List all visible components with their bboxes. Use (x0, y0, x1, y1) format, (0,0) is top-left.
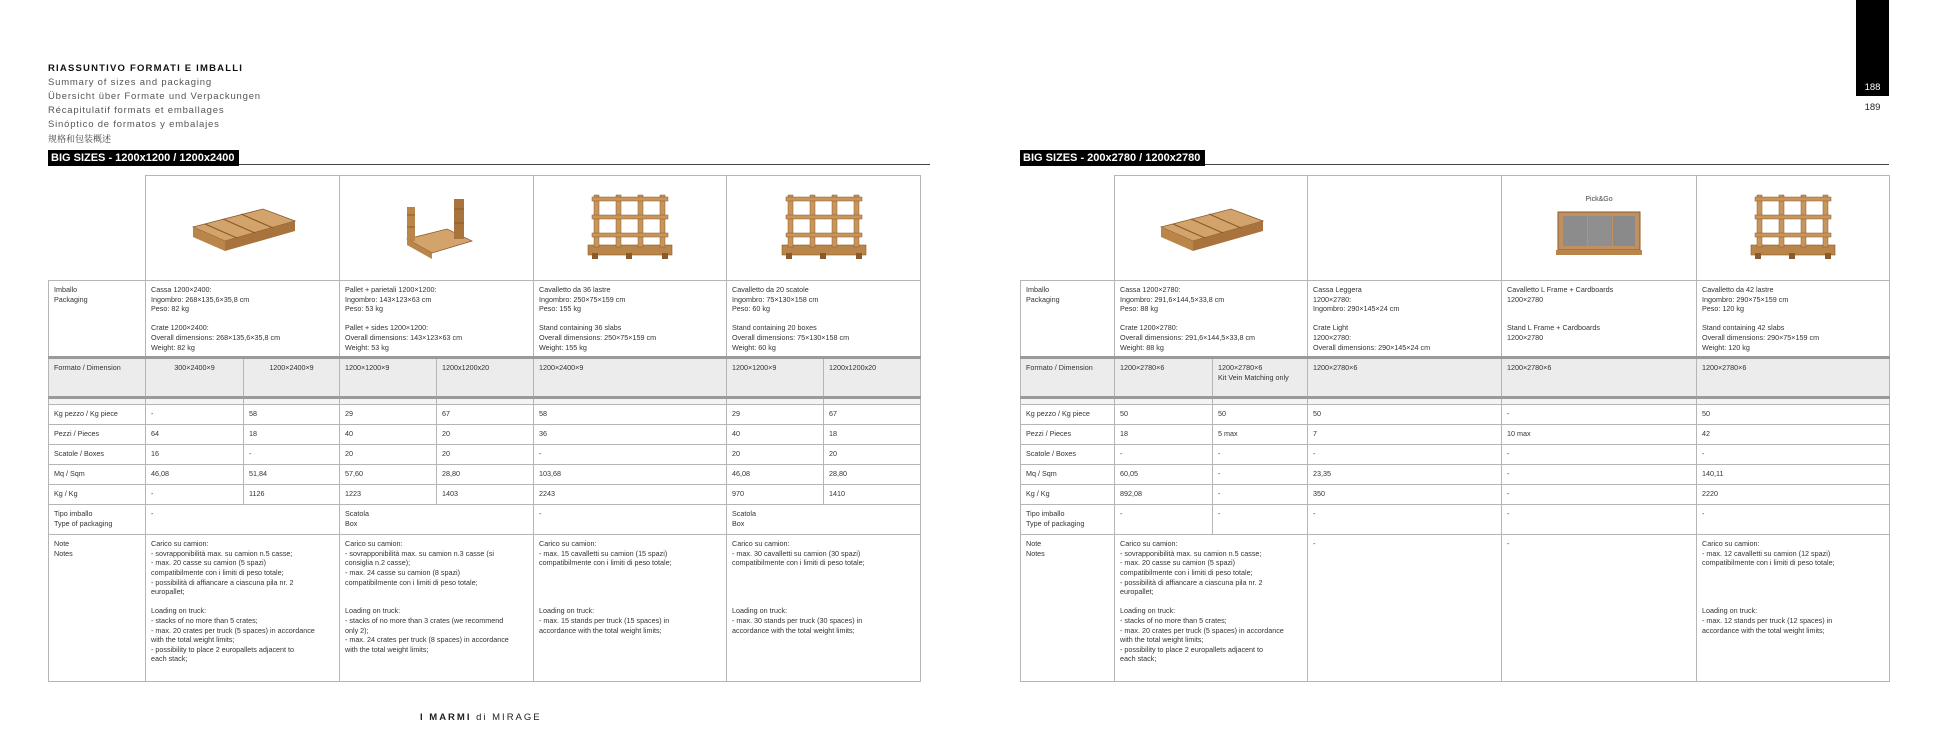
packaging-image-cell (340, 176, 534, 281)
table-cell: 1200×2780×6 (1115, 358, 1213, 398)
table-cell: - (1213, 465, 1308, 485)
table-cell: - (1502, 405, 1697, 425)
table-cell: 42 (1697, 425, 1890, 445)
table-cell: Cassa Leggera 1200×2780: Ingombro: 290×145×24 cm Crate Light 1200×2780: Overall dimensions: 290×145×24 cm (1308, 281, 1502, 358)
table-cell: - (146, 505, 340, 535)
table-cell: 7 (1308, 425, 1502, 445)
table-cell: - (1697, 445, 1890, 465)
row-label: Kg pezzo / Kg piece (49, 405, 146, 425)
table-cell: 2243 (534, 485, 727, 505)
table-cell: 10 max (1502, 425, 1697, 445)
table-cell: 20 (727, 445, 824, 465)
table-cell (1115, 398, 1213, 405)
table-row (49, 425, 921, 445)
table-cell: 51,84 (244, 465, 340, 485)
table-cell: 46,08 (146, 465, 244, 485)
subtitle-zh: 规格和包装概述 (48, 134, 112, 144)
table-row (1021, 398, 1890, 405)
table-cell: 29 (727, 405, 824, 425)
subtitle-fr: Récapitulatif formats et emballages (48, 105, 225, 116)
crate-illustration-icon (1151, 250, 1271, 259)
table-cell: 300×2400×9 (146, 358, 244, 398)
page-number-next: 189 (1864, 102, 1881, 113)
table-cell: - (146, 485, 244, 505)
table-cell (824, 398, 921, 405)
table-cell: - (244, 445, 340, 465)
table-cell: 20 (437, 425, 534, 445)
packaging-image-cell (146, 176, 340, 281)
table-cell (437, 398, 534, 405)
table-cell: - (146, 405, 244, 425)
table-cell: Scatola Box (727, 505, 921, 535)
row-label: Mq / Sqm (49, 465, 146, 485)
a-frame-stand-illustration-icon (774, 260, 874, 269)
row-label (1021, 398, 1115, 405)
page-header (48, 63, 261, 146)
packaging-image-cell (1115, 176, 1308, 281)
table-cell: 1200×1200×9 (340, 358, 437, 398)
table-cell: 16 (146, 445, 244, 465)
table-row (1021, 425, 1890, 445)
table-cell: 1200x1200x20 (824, 358, 921, 398)
row-label: Formato / Dimension (49, 358, 146, 398)
table-cell: 20 (824, 445, 921, 465)
table-cell: 1200×2780×6 Kit Vein Matching only (1213, 358, 1308, 398)
table-row (1021, 485, 1890, 505)
table-row (49, 398, 921, 405)
table-cell: 28,80 (437, 465, 534, 485)
table-cell: 2220 (1697, 485, 1890, 505)
table-cell: 67 (437, 405, 534, 425)
table-cell: 892,08 (1115, 485, 1213, 505)
table-row (49, 465, 921, 485)
row-label (49, 398, 146, 405)
table-cell: 67 (824, 405, 921, 425)
table-cell: - (1697, 505, 1890, 535)
row-label: Note Notes (1021, 535, 1115, 682)
image-caption: Pick&Go (1585, 196, 1613, 204)
table-row (1021, 281, 1890, 358)
crate-illustration-icon (183, 250, 303, 259)
table-cell: Carico su camion: - max. 15 cavalletti su camion (15 spazi) compatibilmente con i limiti di peso totale; Loading on truck: - max. 15 stands per truck (15 spaces) in accordance with the total weight limits; (534, 535, 727, 682)
table-cell: 970 (727, 485, 824, 505)
row-label: Note Notes (49, 535, 146, 682)
table-cell: - (1502, 485, 1697, 505)
table-cell: - (534, 445, 727, 465)
table-cell: 50 (1115, 405, 1213, 425)
table-cell: 28,80 (824, 465, 921, 485)
table-cell (146, 398, 244, 405)
table-row (49, 535, 921, 682)
row-label: Pezzi / Pieces (1021, 425, 1115, 445)
table-cell: 1403 (437, 485, 534, 505)
page-number-current: 188 (1864, 82, 1881, 93)
table-cell: Cassa 1200×2400: Ingombro: 268×135,6×35,8 cm Peso: 82 kg Crate 1200×2400: Overall dimensions: 268×135,6×35,8 cm Weight: 82 kg (146, 281, 340, 358)
table-cell: Cavalletto da 42 lastre Ingombro: 290×75×159 cm Peso: 120 kg Stand containing 42 slabs Overall dimensions: 290×75×159 cm Weight: 120 kg (1697, 281, 1890, 358)
a-frame-stand-illustration-icon (580, 260, 680, 269)
table-row (49, 505, 921, 535)
table-cell: 1200×2400×9 (534, 358, 727, 398)
table-cell: 103,68 (534, 465, 727, 485)
table-cell: Cassa 1200×2780: Ingombro: 291,6×144,5×33,8 cm Peso: 88 kg Crate 1200×2780: Overall dimensions: 291,6×144,5×33,8 cm Weight: 88 kg (1115, 281, 1308, 358)
table-cell: 140,11 (1697, 465, 1890, 485)
table-cell: 58 (244, 405, 340, 425)
empty-cell (1021, 176, 1115, 281)
packaging-image-cell (1697, 176, 1890, 281)
table-cell: 18 (1115, 425, 1213, 445)
section-title: BIG SIZES - 200x2780 / 1200x2780 (1020, 150, 1205, 166)
table-cell (1697, 398, 1890, 405)
summary-table-left (48, 175, 921, 682)
table-cell: - (534, 505, 727, 535)
table-cell: 46,08 (727, 465, 824, 485)
table-cell: 20 (437, 445, 534, 465)
table-cell: Pallet + parietali 1200×1200: Ingombro: 143×123×63 cm Peso: 53 kg Pallet + sides 1200×1200: Overall dimensions: 143×123×63 cm Weight: 53 kg (340, 281, 534, 358)
table-cell: 20 (340, 445, 437, 465)
table-row (1021, 505, 1890, 535)
table-row (1021, 445, 1890, 465)
table-cell (727, 398, 824, 405)
table-cell: 1200×2780×6 (1697, 358, 1890, 398)
table-cell: 1200×2780×6 (1308, 358, 1502, 398)
table-cell: Carico su camion: - max. 12 cavalletti su camion (12 spazi) compatibilmente con i limiti di peso totale; Loading on truck: - max. 12 stands per truck (12 spaces) in accordance with the total weight limits; (1697, 535, 1890, 682)
table-row (1021, 405, 1890, 425)
table-cell: - (1308, 505, 1502, 535)
row-label: Scatole / Boxes (1021, 445, 1115, 465)
table-cell: 5 max (1213, 425, 1308, 445)
section-heading-right (1020, 148, 1889, 165)
table-cell: - (1308, 535, 1502, 682)
table-cell: 50 (1213, 405, 1308, 425)
table-cell: 57,60 (340, 465, 437, 485)
footer-brand (420, 712, 542, 723)
table-cell: 18 (244, 425, 340, 445)
row-label: Pezzi / Pieces (49, 425, 146, 445)
image-row (49, 176, 921, 281)
row-label: Imballo Packaging (49, 281, 146, 358)
table-cell (1308, 398, 1502, 405)
table-cell: 29 (340, 405, 437, 425)
table-cell: 23,35 (1308, 465, 1502, 485)
row-label: Formato / Dimension (1021, 358, 1115, 398)
summary-table-right (1020, 175, 1890, 682)
row-label: Scatole / Boxes (49, 445, 146, 465)
pick-and-go-frame-illustration-icon (1554, 251, 1644, 260)
row-label: Tipo imballo Type of packaging (1021, 505, 1115, 535)
table-cell: - (1213, 485, 1308, 505)
empty-cell (49, 176, 146, 281)
table-cell: 1200×1200×9 (727, 358, 824, 398)
table-cell: 40 (340, 425, 437, 445)
table-cell (244, 398, 340, 405)
table-cell (1213, 398, 1308, 405)
table-cell: - (1115, 505, 1213, 535)
row-label: Tipo imballo Type of packaging (49, 505, 146, 535)
table-cell: Cavalletto da 36 lastre Ingombro: 250×75×159 cm Peso: 155 kg Stand containing 36 slabs Overall dimensions: 250×75×159 cm Weight: 155 kg (534, 281, 727, 358)
table-cell: - (1502, 535, 1697, 682)
table-cell: - (1502, 505, 1697, 535)
row-label: Mq / Sqm (1021, 465, 1115, 485)
table-cell: 60,05 (1115, 465, 1213, 485)
table-cell: 50 (1308, 405, 1502, 425)
table-row (49, 281, 921, 358)
table-cell: - (1213, 445, 1308, 465)
table-cell: 1200×2780×6 (1502, 358, 1697, 398)
table-cell (340, 398, 437, 405)
table-cell: 1126 (244, 485, 340, 505)
row-label: Kg / Kg (1021, 485, 1115, 505)
image-row (1021, 176, 1890, 281)
table-cell: 58 (534, 405, 727, 425)
row-label: Kg / Kg (49, 485, 146, 505)
table-cell: 36 (534, 425, 727, 445)
table-cell: Carico su camion: - sovrapponibilità max. su camion n.3 casse (si consiglia n.2 casse); - max. 24 casse su camion (8 spazi) compatibilmente con i limiti di peso totale; Loading on truck: - stacks of no more than 3 crates (we recommend only 2); - max. 24 crates per truck (8 spaces) in accordance with the total weight limits; (340, 535, 534, 682)
table-cell: Cavalletto da 20 scatole Ingombro: 75×130×158 cm Peso: 60 kg Stand containing 20 boxes Overall dimensions: 75×130×158 cm Weight: 60 kg (727, 281, 921, 358)
packaging-image-cell (727, 176, 921, 281)
table-cell: 64 (146, 425, 244, 445)
table-cell (1502, 398, 1697, 405)
table-cell (534, 398, 727, 405)
table-cell: - (1502, 465, 1697, 485)
table-cell: 1223 (340, 485, 437, 505)
subtitle-es: Sinóptico de formatos y embalajes (48, 119, 220, 130)
subtitle-de: Übersicht über Formate und Verpackungen (48, 91, 261, 102)
table-row (1021, 535, 1890, 682)
section-title: BIG SIZES - 1200x1200 / 1200x2400 (48, 150, 239, 166)
table-cell: Carico su camion: - sovrapponibilità max. su camion n.5 casse; - max. 20 casse su camion (5 spazi) compatibilmente con i limiti di peso totale; - possibilità di affiancare a ciascuna pila nr. 2 europallet; Loading on truck: - stacks of no more than 5 crates; - max. 20 crates per truck (5 spaces) in accordance with the total weight limits; - possibility to place 2 europallets adjacent to each stack; (146, 535, 340, 682)
row-label: Kg pezzo / Kg piece (1021, 405, 1115, 425)
page-title: RIASSUNTIVO FORMATI E IMBALLI (48, 63, 244, 74)
table-row (1021, 358, 1890, 398)
table-cell: 18 (824, 425, 921, 445)
table-row (49, 445, 921, 465)
table-row (49, 485, 921, 505)
table-row (1021, 465, 1890, 485)
table-cell: - (1115, 445, 1213, 465)
table-cell: Cavalletto L Frame + Cardboards 1200×2780 Stand L Frame + Cardboards 1200×2780 (1502, 281, 1697, 358)
section-heading-left (48, 148, 930, 165)
packaging-image-cell (1502, 176, 1697, 281)
table-row (49, 358, 921, 398)
table-cell: 40 (727, 425, 824, 445)
table-cell: 350 (1308, 485, 1502, 505)
packaging-image-cell (534, 176, 727, 281)
table-cell: Carico su camion: - sovrapponibilità max. su camion n.5 casse; - max. 20 casse su camion (5 spazi) compatibilmente con i limiti di peso totale; - possibilità di affiancare a ciascuna pila nr. 2 europallet; Loading on truck: - stacks of no more than 5 crates; - max. 20 crates per truck (5 spaces) in accordance with the total weight limits; - possibility to place 2 europallets adjacent to each stack; (1115, 535, 1308, 682)
page-tab (1856, 0, 1889, 96)
table-cell: 1410 (824, 485, 921, 505)
footer-brand-bold: I MARMI (420, 712, 472, 723)
table-cell: 50 (1697, 405, 1890, 425)
pallet-with-sides-illustration-icon (392, 257, 482, 266)
packaging-image-cell (1308, 176, 1502, 281)
subtitle-en: Summary of sizes and packaging (48, 77, 212, 88)
table-row (49, 405, 921, 425)
table-cell: 1200x1200x20 (437, 358, 534, 398)
table-cell: Carico su camion: - max. 30 cavalletti su camion (30 spazi) compatibilmente con i limiti di peso totale; Loading on truck: - max. 30 stands per truck (30 spaces) in accordance with the total weight limits; (727, 535, 921, 682)
footer-brand-rest: di MIRAGE (471, 712, 542, 723)
table-cell: - (1502, 445, 1697, 465)
row-label: Imballo Packaging (1021, 281, 1115, 358)
table-cell: 1200×2400×9 (244, 358, 340, 398)
table-cell: - (1213, 505, 1308, 535)
table-cell: Scatola Box (340, 505, 534, 535)
a-frame-stand-illustration-icon (1743, 260, 1843, 269)
table-cell: - (1308, 445, 1502, 465)
